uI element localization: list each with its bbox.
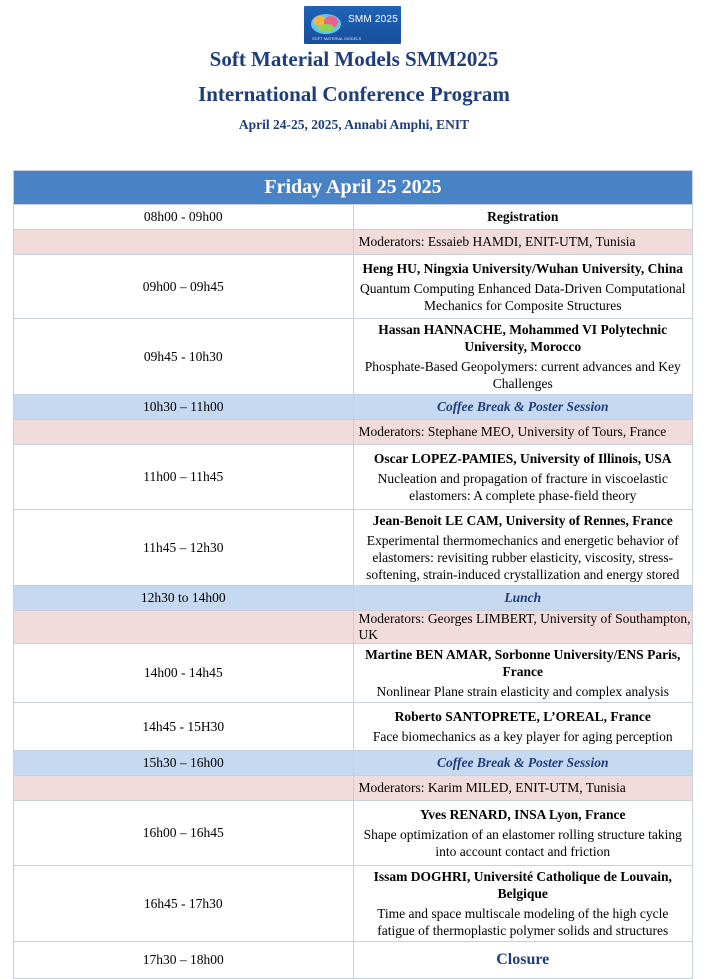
break-cell: Coffee Break & Poster Session	[353, 751, 693, 776]
moderator-row	[14, 776, 693, 801]
lunch-cell: Lunch	[353, 586, 693, 611]
moderator-cell: Moderators: Essaieb HAMDI, ENIT-UTM, Tunisia	[353, 230, 693, 255]
speaker-name: Martine BEN AMAR, Sorbonne University/ENS Paris, France	[365, 647, 681, 679]
empty-cell	[14, 611, 354, 644]
talk-cell	[353, 703, 693, 751]
time-cell: 16h00 – 16h45	[14, 801, 354, 866]
moderator-row	[14, 420, 693, 445]
table-row	[14, 801, 693, 866]
moderator-cell: Moderators: Karim MILED, ENIT-UTM, Tunisia	[353, 776, 693, 801]
time-cell: 12h30 to 14h00	[14, 586, 354, 611]
speaker-name: Roberto SANTOPRETE, L’OREAL, France	[394, 709, 651, 724]
empty-cell	[14, 420, 354, 445]
day-header-row	[14, 171, 693, 205]
program-table	[13, 170, 693, 979]
table-row	[14, 703, 693, 751]
day-title: Friday April 25 2025	[14, 171, 693, 205]
table-row	[14, 319, 693, 395]
table-row	[14, 205, 693, 230]
time-cell: 09h45 - 10h30	[14, 319, 354, 395]
talk-cell	[353, 510, 693, 586]
talk-cell	[353, 255, 693, 319]
talk-title: Face biomechanics as a key player for aging perception	[372, 729, 673, 744]
time-cell: 15h30 – 16h00	[14, 751, 354, 776]
talk-title: Time and space multiscale modeling of the high cycle fatigue of thermoplastic polymer solids and structures	[377, 906, 669, 938]
time-cell: 10h30 – 11h00	[14, 395, 354, 420]
talk-cell	[353, 866, 693, 942]
talk-title: Experimental thermomechanics and energetic behavior of elastomers: revisiting rubber elasticity, viscosity, stress-softening, strain-induced crystallization and energy stored	[366, 533, 680, 582]
speaker-name: Oscar LOPEZ-PAMIES, University of Illinois, USA	[373, 451, 672, 466]
page-subtitle: International Conference Program	[198, 82, 510, 106]
brain-icon	[308, 10, 344, 38]
moderator-cell: Moderators: Georges LIMBERT, University of Southampton, UK	[353, 611, 693, 644]
table-row	[14, 255, 693, 319]
talk-cell	[353, 445, 693, 510]
time-cell: 14h45 - 15H30	[14, 703, 354, 751]
time-cell: 14h00 - 14h45	[14, 644, 354, 703]
time-cell: 11h45 – 12h30	[14, 510, 354, 586]
talk-cell	[353, 319, 693, 395]
time-cell: 08h00 - 09h00	[14, 205, 354, 230]
table-row	[14, 866, 693, 942]
moderator-row	[14, 230, 693, 255]
speaker-name: Issam DOGHRI, Université Catholique de Louvain, Belgique	[373, 869, 672, 901]
talk-cell	[353, 801, 693, 866]
empty-cell	[14, 230, 354, 255]
break-cell: Coffee Break & Poster Session	[353, 395, 693, 420]
break-row	[14, 751, 693, 776]
time-cell: 11h00 – 11h45	[14, 445, 354, 510]
talk-title: Nonlinear Plane strain elasticity and complex analysis	[376, 684, 669, 699]
table-row	[14, 445, 693, 510]
talk-cell	[353, 644, 693, 703]
break-row	[14, 586, 693, 611]
empty-cell	[14, 776, 354, 801]
table-row	[14, 942, 693, 979]
registration-cell: Registration	[353, 205, 693, 230]
speaker-name: Jean-Benoit LE CAM, University of Rennes, France	[372, 513, 673, 528]
talk-title: Nucleation and propagation of fracture in viscoelastic elastomers: A complete phase-field theory	[377, 471, 668, 503]
speaker-name: Hassan HANNACHE, Mohammed VI Polytechnic University, Morocco	[378, 322, 668, 354]
conference-logo	[304, 6, 401, 44]
table-row	[14, 644, 693, 703]
table-row	[14, 510, 693, 586]
speaker-name: Yves RENARD, INSA Lyon, France	[419, 807, 626, 822]
break-row	[14, 395, 693, 420]
talk-title: Shape optimization of an elastomer rolling structure taking into account contact and friction	[363, 827, 682, 859]
logo-title: SMM 2025	[348, 14, 398, 25]
logo-subtitle: SOFT MATERIAL MODELS	[312, 36, 362, 41]
moderator-row	[14, 611, 693, 644]
time-cell: 17h30 – 18h00	[14, 942, 354, 979]
time-cell: 09h00 – 09h45	[14, 255, 354, 319]
time-cell: 16h45 - 17h30	[14, 866, 354, 942]
page-title: Soft Material Models SMM2025	[209, 47, 499, 71]
date-venue: April 24-25, 2025, Annabi Amphi, ENIT	[238, 117, 470, 132]
talk-title: Phosphate-Based Geopolymers: current advances and Key Challenges	[364, 359, 681, 391]
talk-title: Quantum Computing Enhanced Data-Driven Computational Mechanics for Composite Structures	[360, 280, 686, 313]
closure-cell: Closure	[353, 942, 693, 979]
speaker-name: Heng HU, Ningxia University/Wuhan University, China	[362, 260, 683, 276]
moderator-cell: Moderators: Stephane MEO, University of Tours, France	[353, 420, 693, 445]
